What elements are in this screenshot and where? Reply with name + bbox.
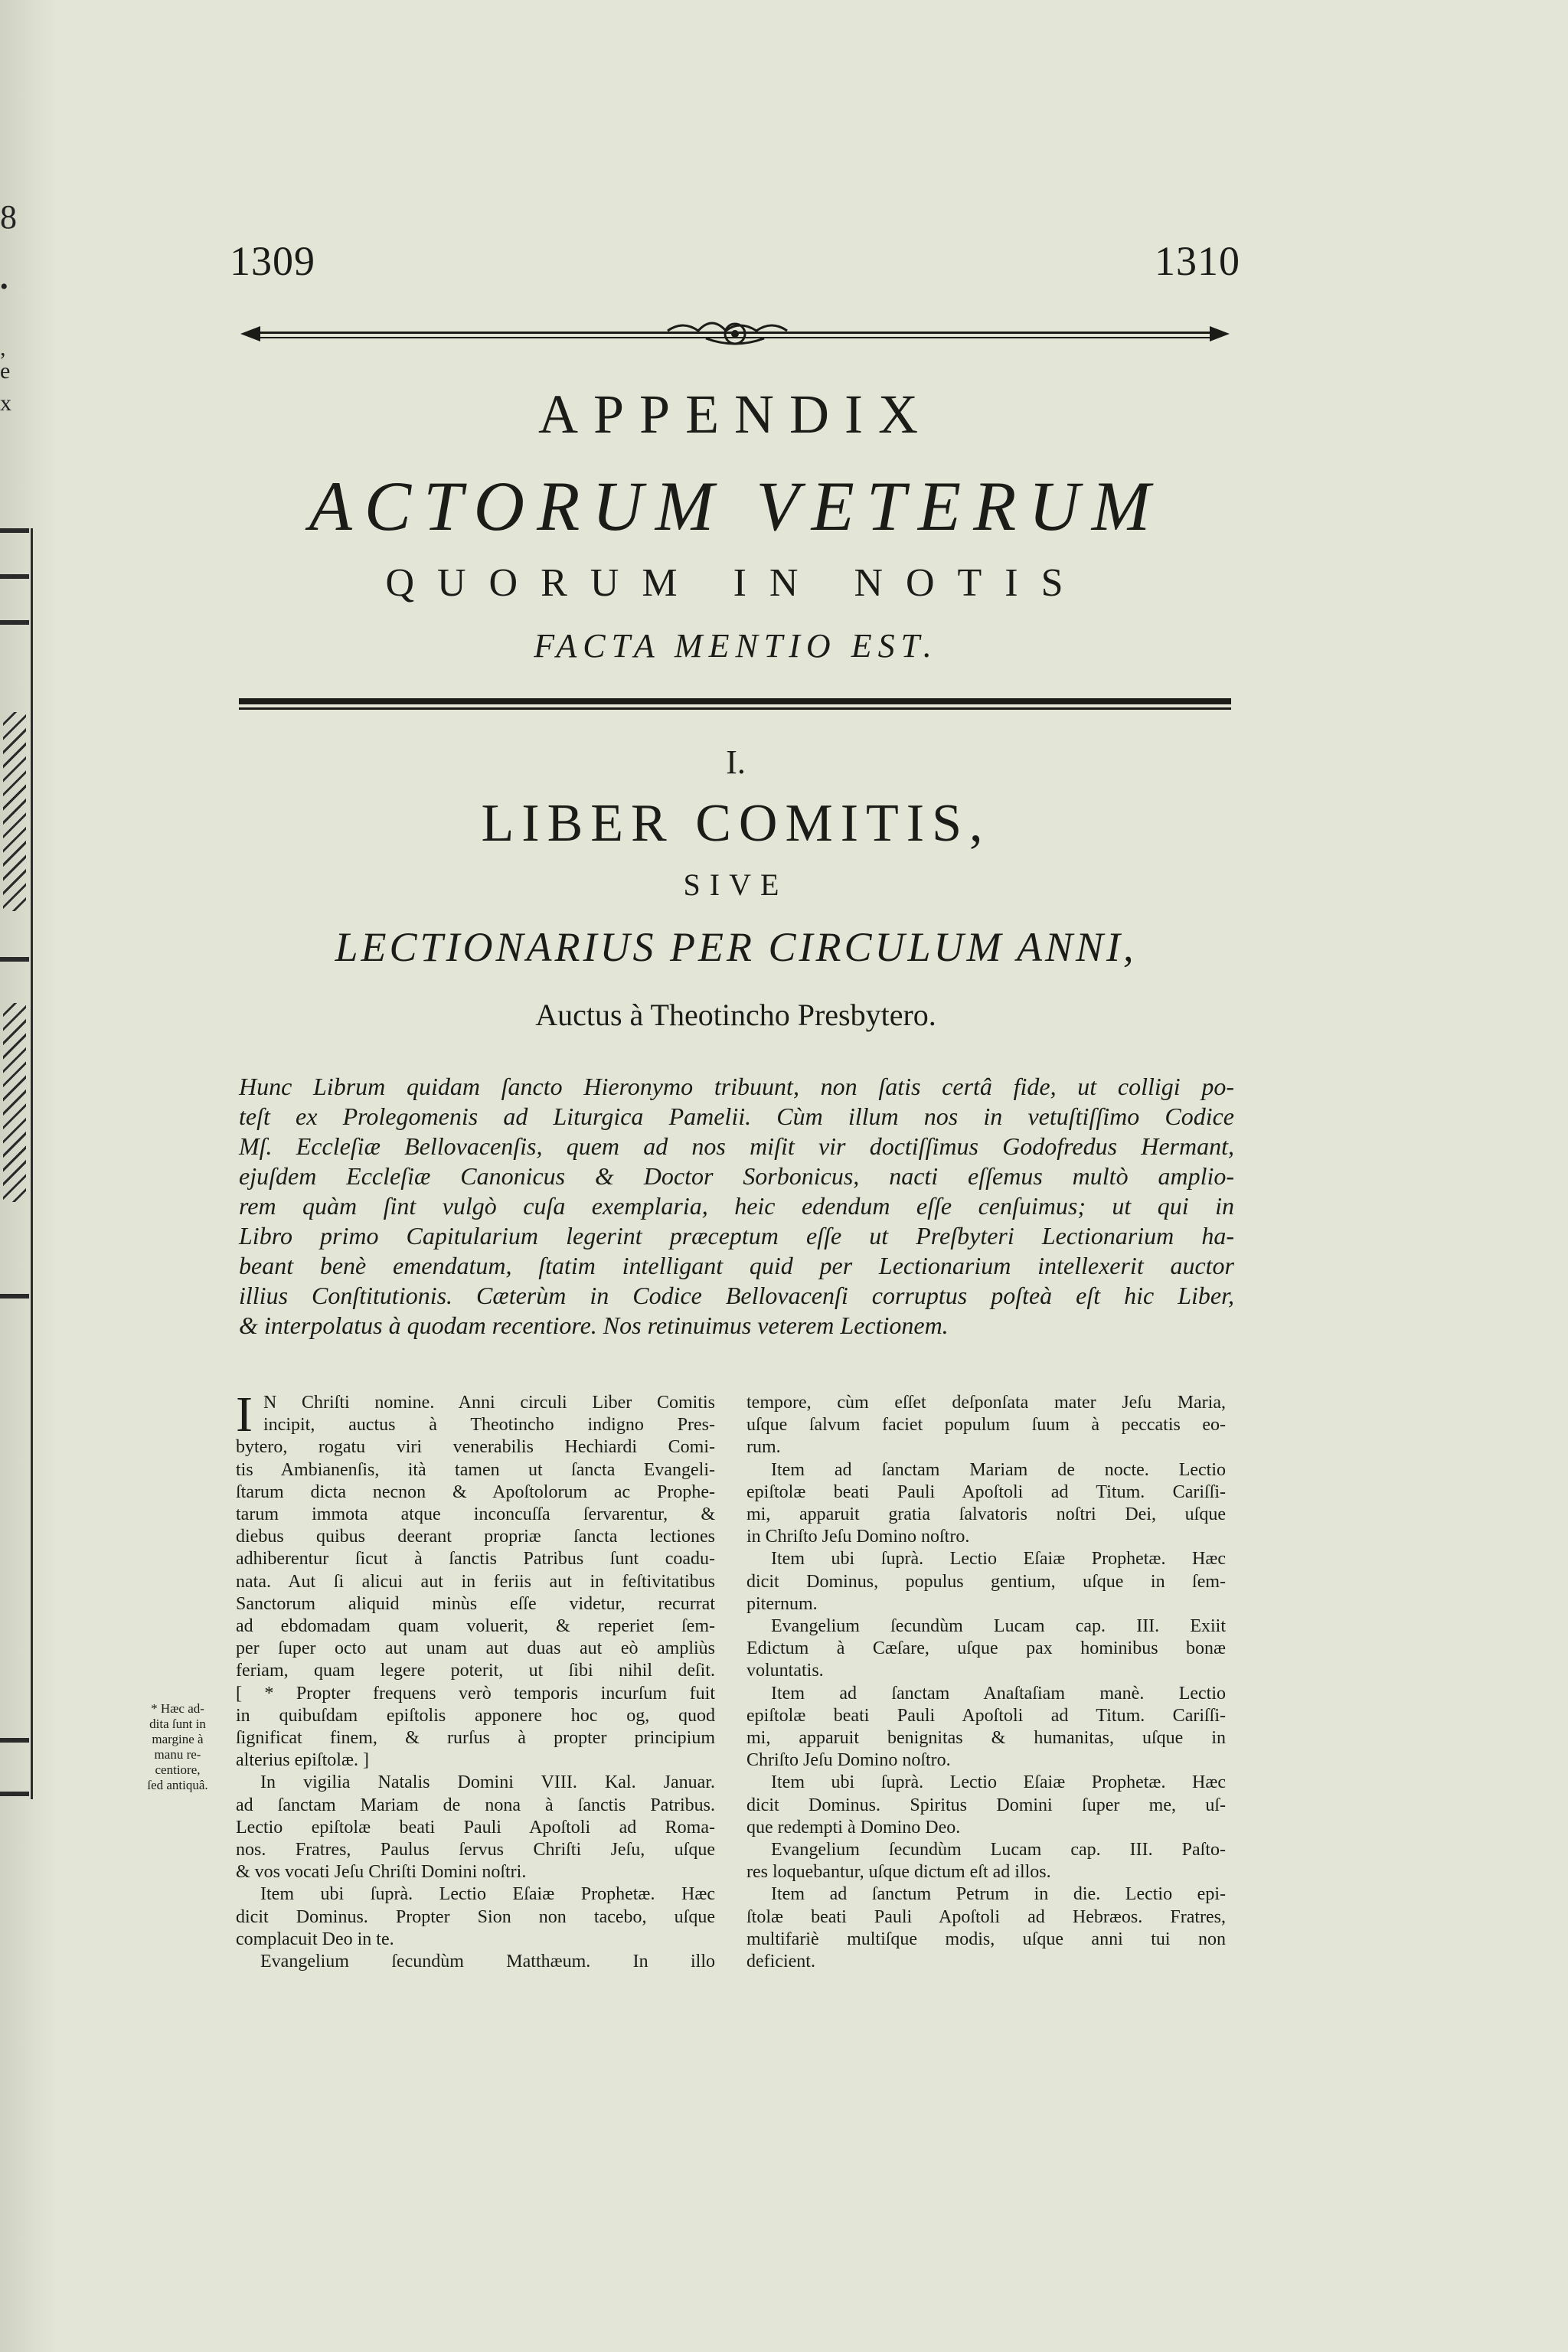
text-line: piternum. [746,1593,818,1614]
section-title: LIBER COMITIS, [481,794,991,853]
section-sive: SIVE [683,867,789,902]
text-line: [ * Propter frequens verò temporis incurſum fuit [236,1683,715,1704]
quorum-subtitle: QUORUM IN NOTIS [385,561,1086,605]
text-line: In vigilia Natalis Domini VIII. Kal. Januar. [260,1772,715,1793]
ornamental-rule [239,320,1231,348]
double-rule [239,697,1231,714]
left-column [236,1387,715,1973]
text-line: bytero, rogatu viri venerabilis Hechiardi Comi- [236,1437,715,1458]
margin-note [129,1701,227,1793]
margin-note-line: * Hæc ad- [151,1701,204,1716]
text-line: Item ad ſanctam Anaſtaſiam manè. Lectio [771,1683,1226,1704]
text-line: Chriſto Jeſu Domino noſtro. [746,1750,951,1771]
text-line: tarum immota atque inconcuſſa ſervarentur, & [236,1504,715,1525]
text-line: per ſuper octo aut unam aut duas aut eò ampliùs [236,1638,715,1659]
intro-line: Hunc Librum quidam ſancto Hieronymo tribuunt, non ſatis certâ fide, ut colligi po- [239,1073,1234,1100]
margin-note-line: manu re- [154,1747,201,1762]
intro-paragraph [239,1072,1234,1341]
margin-note-line: ſed antiquâ. [147,1778,208,1792]
text-line: rum. [746,1437,781,1458]
text-line: mi, apparuit benignitas & humanitas, uſque in [746,1728,1226,1749]
text-line: uſque ſalvum faciet populum ſuum à peccatis eo- [746,1415,1226,1436]
spine-ornament [0,528,33,1799]
text-line: ſtolæ beati Pauli Apoſtoli ad Hebræos. Fratres, [746,1906,1226,1927]
text-line: incipit, auctus à Theotincho indigno Pres- [263,1415,715,1436]
drop-cap: I [236,1387,253,1442]
text-line: Item ubi ſuprà. Lectio Eſaiæ Prophetæ. Hæc [771,1549,1226,1570]
text-line: tempore, cùm eſſet deſponſata mater Jeſu Maria, [746,1393,1226,1413]
text-line: dicit Dominus. Spiritus Domini ſuper me, uſ- [746,1795,1226,1815]
page-number-right: 1310 [1155,238,1240,284]
facta-mentio-subtitle: FACTA MENTIO EST. [534,627,938,665]
spine-fragment: x [0,390,11,416]
text-line: epiſtolæ beati Pauli Apoſtoli ad Titum. Cariſſi- [746,1481,1226,1502]
spine-fragment: , [0,335,6,361]
section-subtitle: LECTIONARIUS PER CIRCULUM ANNI, [335,924,1137,970]
text-line: dicit Dominus. Propter Sion non tacebo, uſque [236,1906,715,1927]
section-number: I. [726,743,746,781]
text-line: diebus quibus deerant propriæ ſancta lectiones [236,1527,715,1547]
text-line: que redempti à Domino Deo. [746,1817,961,1838]
text-line: Item ad ſanctum Petrum in die. Lectio epi- [771,1884,1226,1905]
right-column [746,1392,1226,1973]
text-line: nos. Fratres, Paulus ſervus Chriſti Jeſu, uſque [236,1840,715,1860]
text-line: Evangelium ſecundùm Matthæum. In illo [260,1952,715,1972]
intro-line: beant benè emendatum, ſtatim intelligant quid per Lectionarium intellexerit auctor [239,1252,1234,1279]
appendix-title: APPENDIX [537,384,934,445]
text-line: ſignificat finem, & rurſus à propter principium [236,1728,715,1749]
intro-line: teſt ex Prolegomenis ad Liturgica Pamelii. Cùm illum nos in vetuſtiſſimo Codice [239,1102,1234,1130]
text-line: deficient. [746,1952,815,1972]
intro-line: rem quàm ſint vulgò cuſa exemplaria, heic edendum eſſe cenſuimus; ut qui in [239,1192,1234,1220]
intro-line: Mſ. Eccleſiæ Bellovacenſis, quem ad nos miſit vir doctiſſimus Godofredus Hermant, [239,1132,1234,1160]
text-line: Sanctorum aliquid minùs eſſe videtur, recurrat [236,1593,715,1614]
page-number-left: 1309 [230,238,315,284]
text-line: & vos vocati Jeſu Chriſti Domini noſtri. [236,1862,527,1883]
actorum-veterum-title: ACTORUM VETERUM [309,467,1163,545]
intro-line: & interpolatus à quodam recentiore. Nos retinuimus veterem Lectionem. [239,1312,949,1339]
text-line: epiſtolæ beati Pauli Apoſtoli ad Titum. Cariſſi- [746,1705,1226,1726]
text-line: Lectio epiſtolæ beati Pauli Apoſtoli ad Roma- [236,1817,715,1838]
book-spine [0,0,58,2352]
text-line: ad ebdomadam quam voluerit, & reperiet ſem- [236,1616,715,1637]
text-line: Item ubi ſuprà. Lectio Eſaiæ Prophetæ. Hæc [260,1884,715,1905]
text-line: adhiberentur ſicut à ſanctis Patribus ſunt coadu- [236,1549,715,1570]
text-line: ſtarum dicta necnon & Apoſtolorum ac Prophe- [236,1481,715,1502]
spine-fragment: 8 [0,198,17,236]
spine-fragment: e [0,358,11,384]
text-line: in Chriſto Jeſu Domino noſtro. [746,1527,970,1547]
text-line: res loquebantur, uſque dictum eſt ad illos. [746,1862,1051,1883]
text-line: Evangelium ſecundùm Lucam cap. III. Exiit [771,1616,1226,1637]
text-line: alterius epiſtolæ. ] [236,1750,369,1771]
intro-line: illius Conſtitutionis. Cæterùm in Codice Bellovacenſi corruptus poſteà eſt hic Liber, [239,1282,1234,1309]
text-line: Evangelium ſecundùm Lucam cap. III. Paſto- [771,1840,1226,1860]
intro-line: ejuſdem Eccleſiæ Canonicus & Doctor Sorbonicus, nacti eſſemus multò amplio- [239,1162,1234,1190]
text-line: N Chriſti nomine. Anni circuli Liber Comitis [263,1393,715,1413]
text-line: mi, apparuit gratia ſalvatoris noſtri Dei, uſque [746,1504,1226,1525]
margin-note-line: centiore, [155,1762,201,1777]
text-line: multifariè multiſque modis, uſque anni tui non [746,1929,1226,1949]
text-line: voluntatis. [746,1661,824,1681]
text-line: Item ad ſanctam Mariam de nocte. Lectio [771,1459,1226,1480]
margin-note-line: dita ſunt in [149,1717,206,1731]
text-line: feriam, quam legere poterit, ut ſibi nihil deſit. [236,1661,715,1681]
text-line: Edictum à Cæſare, uſque pax hominibus bonæ [746,1638,1226,1659]
text-line: ad ſanctam Mariam de nona à ſanctis Patribus. [236,1795,715,1815]
intro-line: Libro primo Capitularium legerint præceptum eſſe ut Preſbyteri Lectionarium ha- [239,1222,1234,1250]
text-line: nata. Aut ſi alicui aut in feriis aut in feſtivitatibus [236,1571,715,1592]
text-line: tis Ambianenſis, ità tamen ut ſancta Evangeli- [236,1459,715,1480]
text-line: Item ubi ſuprà. Lectio Eſaiæ Prophetæ. Hæc [771,1772,1226,1793]
text-line: in quibuſdam epiſtolis apponere hoc og, quod [236,1705,715,1726]
spine-fragment: • [0,274,8,299]
section-auctus: Auctus à Theotincho Presbytero. [535,998,936,1032]
margin-note-line: margine à [152,1732,204,1746]
text-line: complacuit Deo in te. [236,1929,394,1949]
text-line: dicit Dominus, populus gentium, uſque in ſem- [746,1571,1226,1592]
